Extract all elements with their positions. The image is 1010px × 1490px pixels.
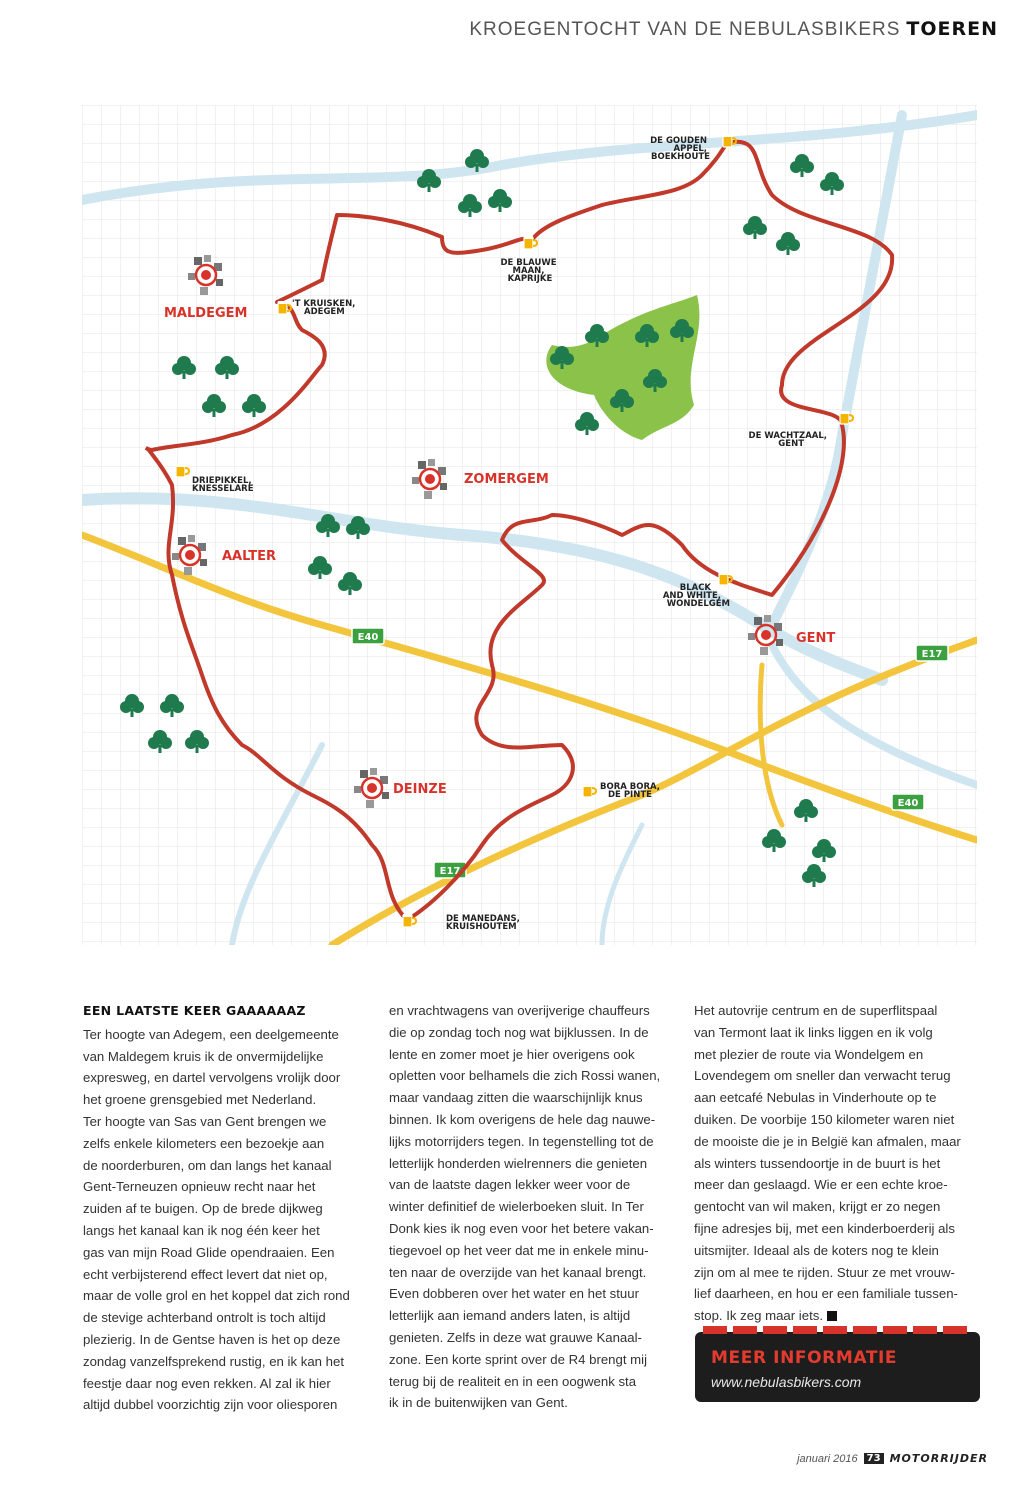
info-box-stripe: [703, 1326, 973, 1334]
stop-blauwe-maan: DE BLAUWE MAAN, KAPRIJKE: [500, 258, 557, 284]
road-sign-e17-a-label: E17: [921, 649, 943, 660]
road-sign-e40-a-label: E40: [357, 632, 379, 643]
article-column-3: [694, 1000, 979, 1327]
town-aalter: AALTER: [222, 549, 277, 564]
stop-manedans: DE MANEDANS, KRUISHOUTEM: [446, 914, 520, 932]
route-map: [82, 105, 977, 945]
end-mark: [827, 1311, 837, 1321]
article-column-2: [389, 1000, 674, 1414]
road-sign-e40-b-label: E40: [897, 798, 919, 809]
stop-wachtzaal: DE WACHTZAAL, GENT: [748, 431, 828, 449]
info-url[interactable]: www.nebulasbikers.com: [711, 1374, 862, 1390]
article-heading: EEN LAATSTE KEER GAAAAAAZ: [83, 1003, 306, 1018]
info-title: MEER INFORMATIE: [711, 1348, 898, 1368]
header-section: TOEREN: [906, 18, 998, 40]
stop-driepikkel: DRIEPIKKEL, KNESSELARE: [192, 476, 254, 494]
page-number: 73: [864, 1453, 884, 1464]
magazine-logo: MOTORRIJDER: [889, 1452, 988, 1465]
page-footer: [797, 1452, 988, 1465]
town-maldegem: MALDEGEM: [164, 306, 248, 321]
article-text-3: Het autovrije centrum en de superflitspaal van Termont laat ik links liggen en ik volg met plezier de route via Wondelgem en Lovendegem om sneller dan verwacht terug aan eetcafé Nebulas in Vinderhoute op te duiken. De voorbije 150 kilometer waren niet de mooiste die je in België kan afmalen, maar als winters tussendoortje in de buurt is het meer dan geslaagd. Wie er een echte kroe- gentocht van wil maken, krijgt er zo negen fijne adresjes bij, met een kinderboerderij als uitsmijter. Ideaal als de koters nog te klein zijn om al mee te rijden. Stuur ze met vrouw- lief daarheen, en hou er een familiale tussen- stop. Ik zeg maar iets.: [694, 1003, 961, 1324]
town-deinze: DEINZE: [393, 782, 447, 797]
stop-gouden-appel: DE GOUDEN APPEL, BOEKHOUTE: [650, 136, 710, 162]
page-header: [469, 18, 998, 41]
header-title: KROEGENTOCHT VAN DE NEBULASBIKERS: [469, 19, 901, 40]
town-gent: GENT: [796, 631, 836, 646]
article-text-2: en vrachtwagens van overijverige chauffeurs die op zondag toch nog wat bijklussen. In de lente en zomer moet je hier overigens ook opletten voor belhamels die zich Rossi wanen, maar vandaag zitten die waarschijnlijk knus binnen. Ik kom overigens de hele dag nauwe- lijks motorrijders tegen. In tegenstelling tot de letterlijk honderden wielrenners die genieten van de laatste dagen lekker weer voor de winter definitief de wielerboeken sluit. In Ter Donk kies ik nog even voor het betere vakan- tiegevoel op het veer dat me in enkele minu- ten naar de overzijde van het kanaal brengt. Even dobberen over het water en het stuur letterlijk aan iemand anders laten, is altijd genieten. Zelfs in deze wat grauwe Kanaal- zone. Een korte sprint over de R4 brengt mij terug bij de realiteit en in een oogwenk sta ik in de buitenwijken van Gent.: [389, 1003, 661, 1411]
town-zomergem: ZOMERGEM: [464, 472, 549, 487]
article-column-1: [83, 1000, 368, 1416]
footer-date: januari 2016: [797, 1452, 858, 1465]
info-box: [695, 1332, 980, 1402]
stop-kruisken: 'T KRUISKEN, ADEGEM: [292, 299, 356, 317]
stop-bora-bora: BORA BORA, DE PINTE: [600, 782, 661, 800]
article-text-1: Ter hoogte van Adegem, een deelgemeente van Maldegem kruis ik de onvermijdelijke expresweg, en dartel vervolgens vrolijk door het groene grensgebied met Nederland. Ter hoogte van Sas van Gent brengen we zelfs enkele kilometers een bezoekje aan de noorderburen, om dan langs het kanaal Gent-Terneuzen opnieuw recht naar het zuiden af te buigen. Op de brede dijkweg langs het kanaal kan ik nog één keer het gas van mijn Road Glide opendraaien. Een echt verbijsterend effect levert dat niet op, maar de volle grol en het koppel dat zich rond de stevige achterband ontrolt is toch altijd plezierig. In de Gentse haven is het op deze zondag vanzelfsprekend rustig, en ik kan het feestje daar nog even rekken. Al zal ik hier altijd dubbel voorzichtig zijn voor oliesporen: [83, 1026, 350, 1413]
stop-black-white: BLACK AND WHITE, WONDELGEM: [662, 583, 730, 609]
road-sign-e17-b-label: E17: [439, 866, 461, 877]
